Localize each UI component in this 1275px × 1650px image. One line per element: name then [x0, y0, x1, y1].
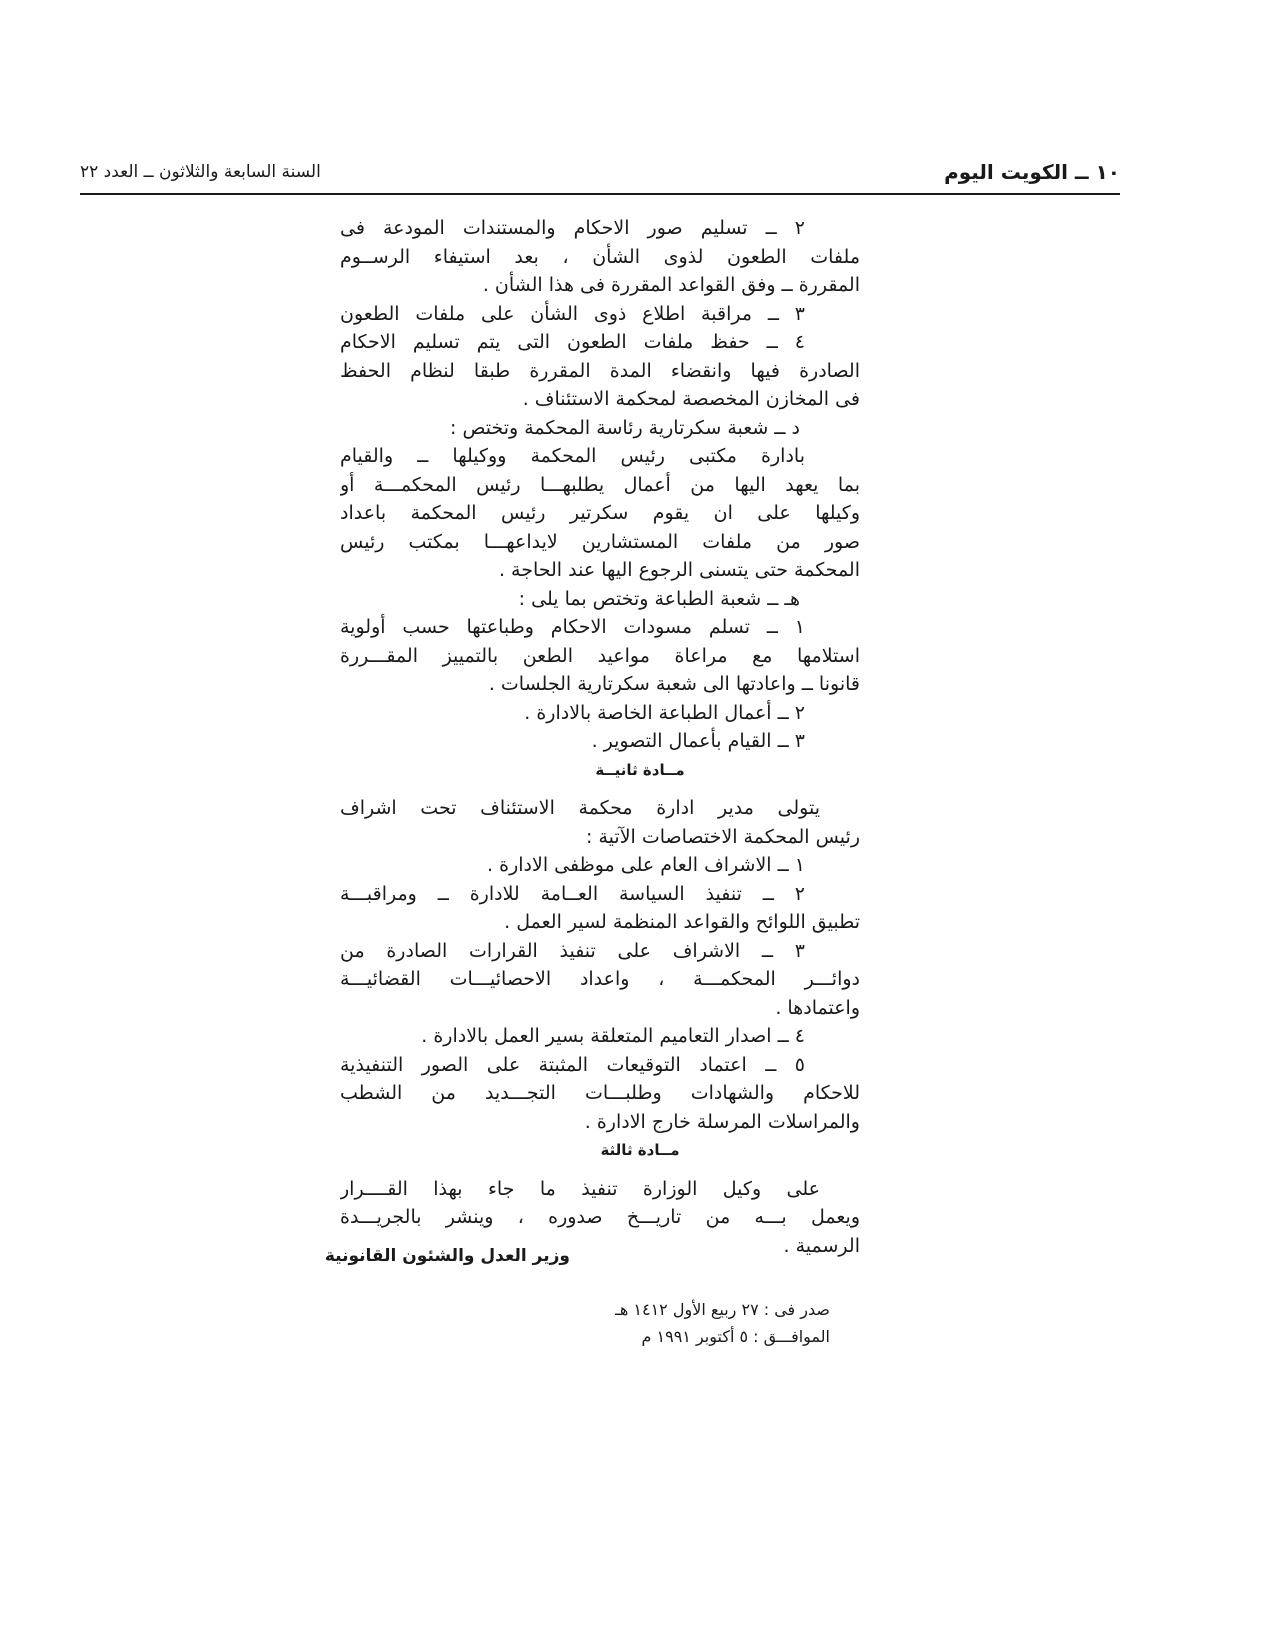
text-line: بما يعهد اليها من أعمال يطلبهـــا رئيس المحكمـــة أو: [340, 473, 860, 496]
text-line: دوائـــر المحكمـــة ، واعداد الاحصائيـــات القضائيـــة: [340, 968, 860, 990]
text-line: واعتمادها .: [775, 996, 860, 1019]
text-line: ٢ ــ تسليم صور الاحكام والمستندات المودعة فى: [340, 217, 805, 239]
header-rule: [80, 193, 1120, 195]
text-line: صور من ملفات المستشارين لايداعهـــا بمكتب رئيس: [340, 530, 860, 553]
text-line: المحكمة حتى يتسنى الرجوع اليها عند الحاجة .: [498, 559, 860, 581]
header-issue-info: السنة السابعة والثلاثون ــ العدد ٢٢: [80, 162, 321, 182]
spacer: [340, 784, 860, 794]
text-line: ٢ ــ أعمال الطباعة الخاصة بالادارة .: [524, 701, 805, 724]
text-line: ٥ ــ اعتماد التوقيعات المثبتة على الصور التنفيذية: [340, 1053, 805, 1076]
signature-title: وزير العدل والشئون القانونية: [324, 1246, 570, 1266]
text-line: ٣ ــ القيام بأعمال التصوير .: [591, 730, 805, 752]
text-line: قانونا ــ واعادتها الى شعبة سكرتارية الجلسات .: [488, 673, 860, 695]
text-line: ١ ــ الاشراف العام على موظفى الادارة .: [487, 854, 805, 876]
body-column: [340, 214, 860, 1260]
page-header: [80, 160, 1120, 190]
header-title: ١٠ ــ الكويت اليوم: [944, 160, 1120, 184]
text-line: رئيس المحكمة الاختصاصات الآتية :: [586, 825, 860, 848]
text-line: الصادرة فيها وانقضاء المدة المقررة طبقا لنظام الحفظ: [340, 359, 860, 382]
text-line: ٤ ــ حفظ ملفات الطعون التى يتم تسليم الاحكام: [340, 331, 805, 353]
text-line: د ــ شعبة سكرتارية رئاسة المحكمة وتختص :: [450, 416, 800, 439]
article-3-heading: مــادة ثالثة: [600, 1141, 680, 1159]
text-line: بادارة مكتبى رئيس المحكمة ووكيلها ــ والقيام: [340, 445, 805, 467]
article-2-heading: مــادة ثانيــة: [595, 760, 685, 779]
article-1-continuation: [340, 214, 860, 756]
text-line: وكيلها على ان يقوم سكرتير رئيس المحكمة باعداد: [340, 502, 860, 524]
text-line: ملفات الطعون لذوى الشأن ، بعد استيفاء الرســوم: [340, 245, 860, 268]
text-line: على وكيل الوزارة تنفيذ ما جاء بهذا القــــرار: [340, 1177, 820, 1200]
text-line: ٤ ــ اصدار التعاميم المتعلقة بسير العمل بالادارة .: [421, 1025, 805, 1047]
text-line: ويعمل بـــه من تاريـــخ صدوره ، وينشر بالجريـــدة: [340, 1206, 860, 1228]
text-line: ٣ ــ الاشراف على تنفيذ القرارات الصادرة من: [340, 939, 805, 962]
text-line: المقررة ــ وفق القواعد المقررة فى هذا الشأن .: [482, 274, 860, 296]
text-line: هـ ــ شعبة الطباعة وتختص بما يلى :: [518, 587, 800, 610]
text-line: فى المخازن المخصصة لمحكمة الاستئناف .: [522, 388, 860, 410]
text-line: والمراسلات المرسلة خارج الادارة .: [584, 1110, 860, 1133]
text-line: ٣ ــ مراقبة اطلاع ذوى الشأن على ملفات الطعون: [340, 302, 805, 325]
issue-dates: [560, 1296, 830, 1350]
text-line: الرسمية .: [783, 1234, 860, 1257]
text-line: للاحكام والشهادات وطلبـــات التجـــديد من الشطب: [340, 1082, 860, 1104]
issued-date: صدر فى : ٢٧ ربيع الأول ١٤١٢ هـ: [615, 1300, 830, 1319]
article-2-body: [340, 794, 860, 1136]
text-line: ٢ ــ تنفيذ السياسة العــامة للادارة ــ ومراقبـــة: [340, 882, 805, 905]
spacer: [340, 1165, 860, 1175]
text-line: ١ ــ تسلم مسودات الاحكام وطباعتها حسب أولوية: [340, 616, 805, 638]
text-line: يتولى مدير ادارة محكمة الاستئناف تحت اشراف: [340, 797, 820, 819]
text-line: تطبيق اللوائح والقواعد المنظمة لسير العمل .: [504, 911, 860, 933]
text-line: استلامها مع مراعاة مواعيد الطعن بالتمييز المقـــررة: [340, 644, 860, 667]
corresponding-date: الموافـــق : ٥ أكتوبر ١٩٩١ م: [641, 1327, 830, 1346]
